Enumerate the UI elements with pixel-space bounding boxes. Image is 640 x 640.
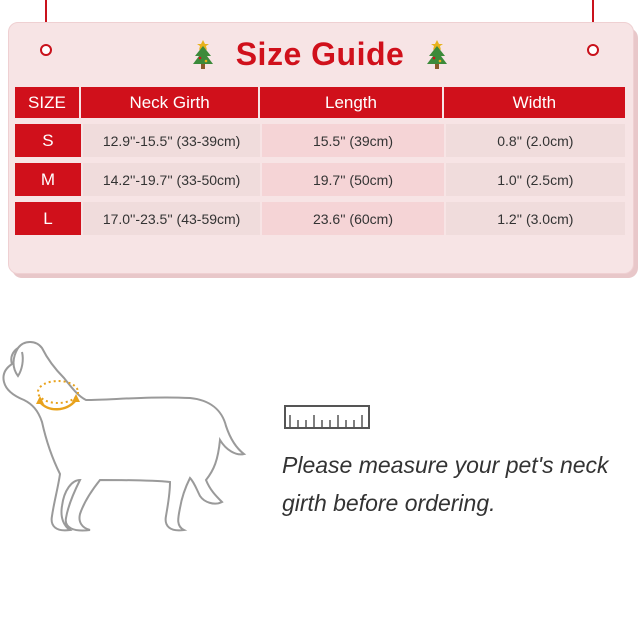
width-cell: 1.2'' (3.0cm) <box>444 196 625 235</box>
christmas-tree-icon <box>424 36 450 72</box>
table-row <box>15 196 625 235</box>
neck-girth-cell: 12.9''-15.5'' (33-39cm) <box>81 118 260 157</box>
header-neck-girth: Neck Girth <box>81 87 260 118</box>
page-title: Size Guide <box>235 35 405 72</box>
length-cell: 15.5'' (39cm) <box>260 118 443 157</box>
width-cell: 0.8'' (2.0cm) <box>444 118 625 157</box>
christmas-tree-icon <box>190 36 216 72</box>
title-row <box>0 34 640 74</box>
size-table <box>15 87 625 235</box>
measure-note-line2: girth before ordering. <box>282 490 496 516</box>
size-cell: M <box>15 157 81 196</box>
header-width: Width <box>444 87 625 118</box>
length-cell: 19.7'' (50cm) <box>260 157 443 196</box>
neck-girth-cell: 14.2''-19.7'' (33-50cm) <box>81 157 260 196</box>
neck-girth-cell: 17.0''-23.5'' (43-59cm) <box>81 196 260 235</box>
header-length: Length <box>260 87 443 118</box>
size-cell: L <box>15 196 81 235</box>
table-row <box>15 118 625 157</box>
length-cell: 23.6'' (60cm) <box>260 196 443 235</box>
table-row <box>15 157 625 196</box>
ruler-icon <box>284 405 370 429</box>
table-header-row <box>15 87 625 118</box>
width-cell: 1.0'' (2.5cm) <box>444 157 625 196</box>
size-cell: S <box>15 118 81 157</box>
measure-note <box>282 446 632 522</box>
dog-outline-icon <box>0 330 250 540</box>
measure-note-line1: Please measure your pet's neck <box>282 452 609 478</box>
header-size: SIZE <box>15 87 81 118</box>
